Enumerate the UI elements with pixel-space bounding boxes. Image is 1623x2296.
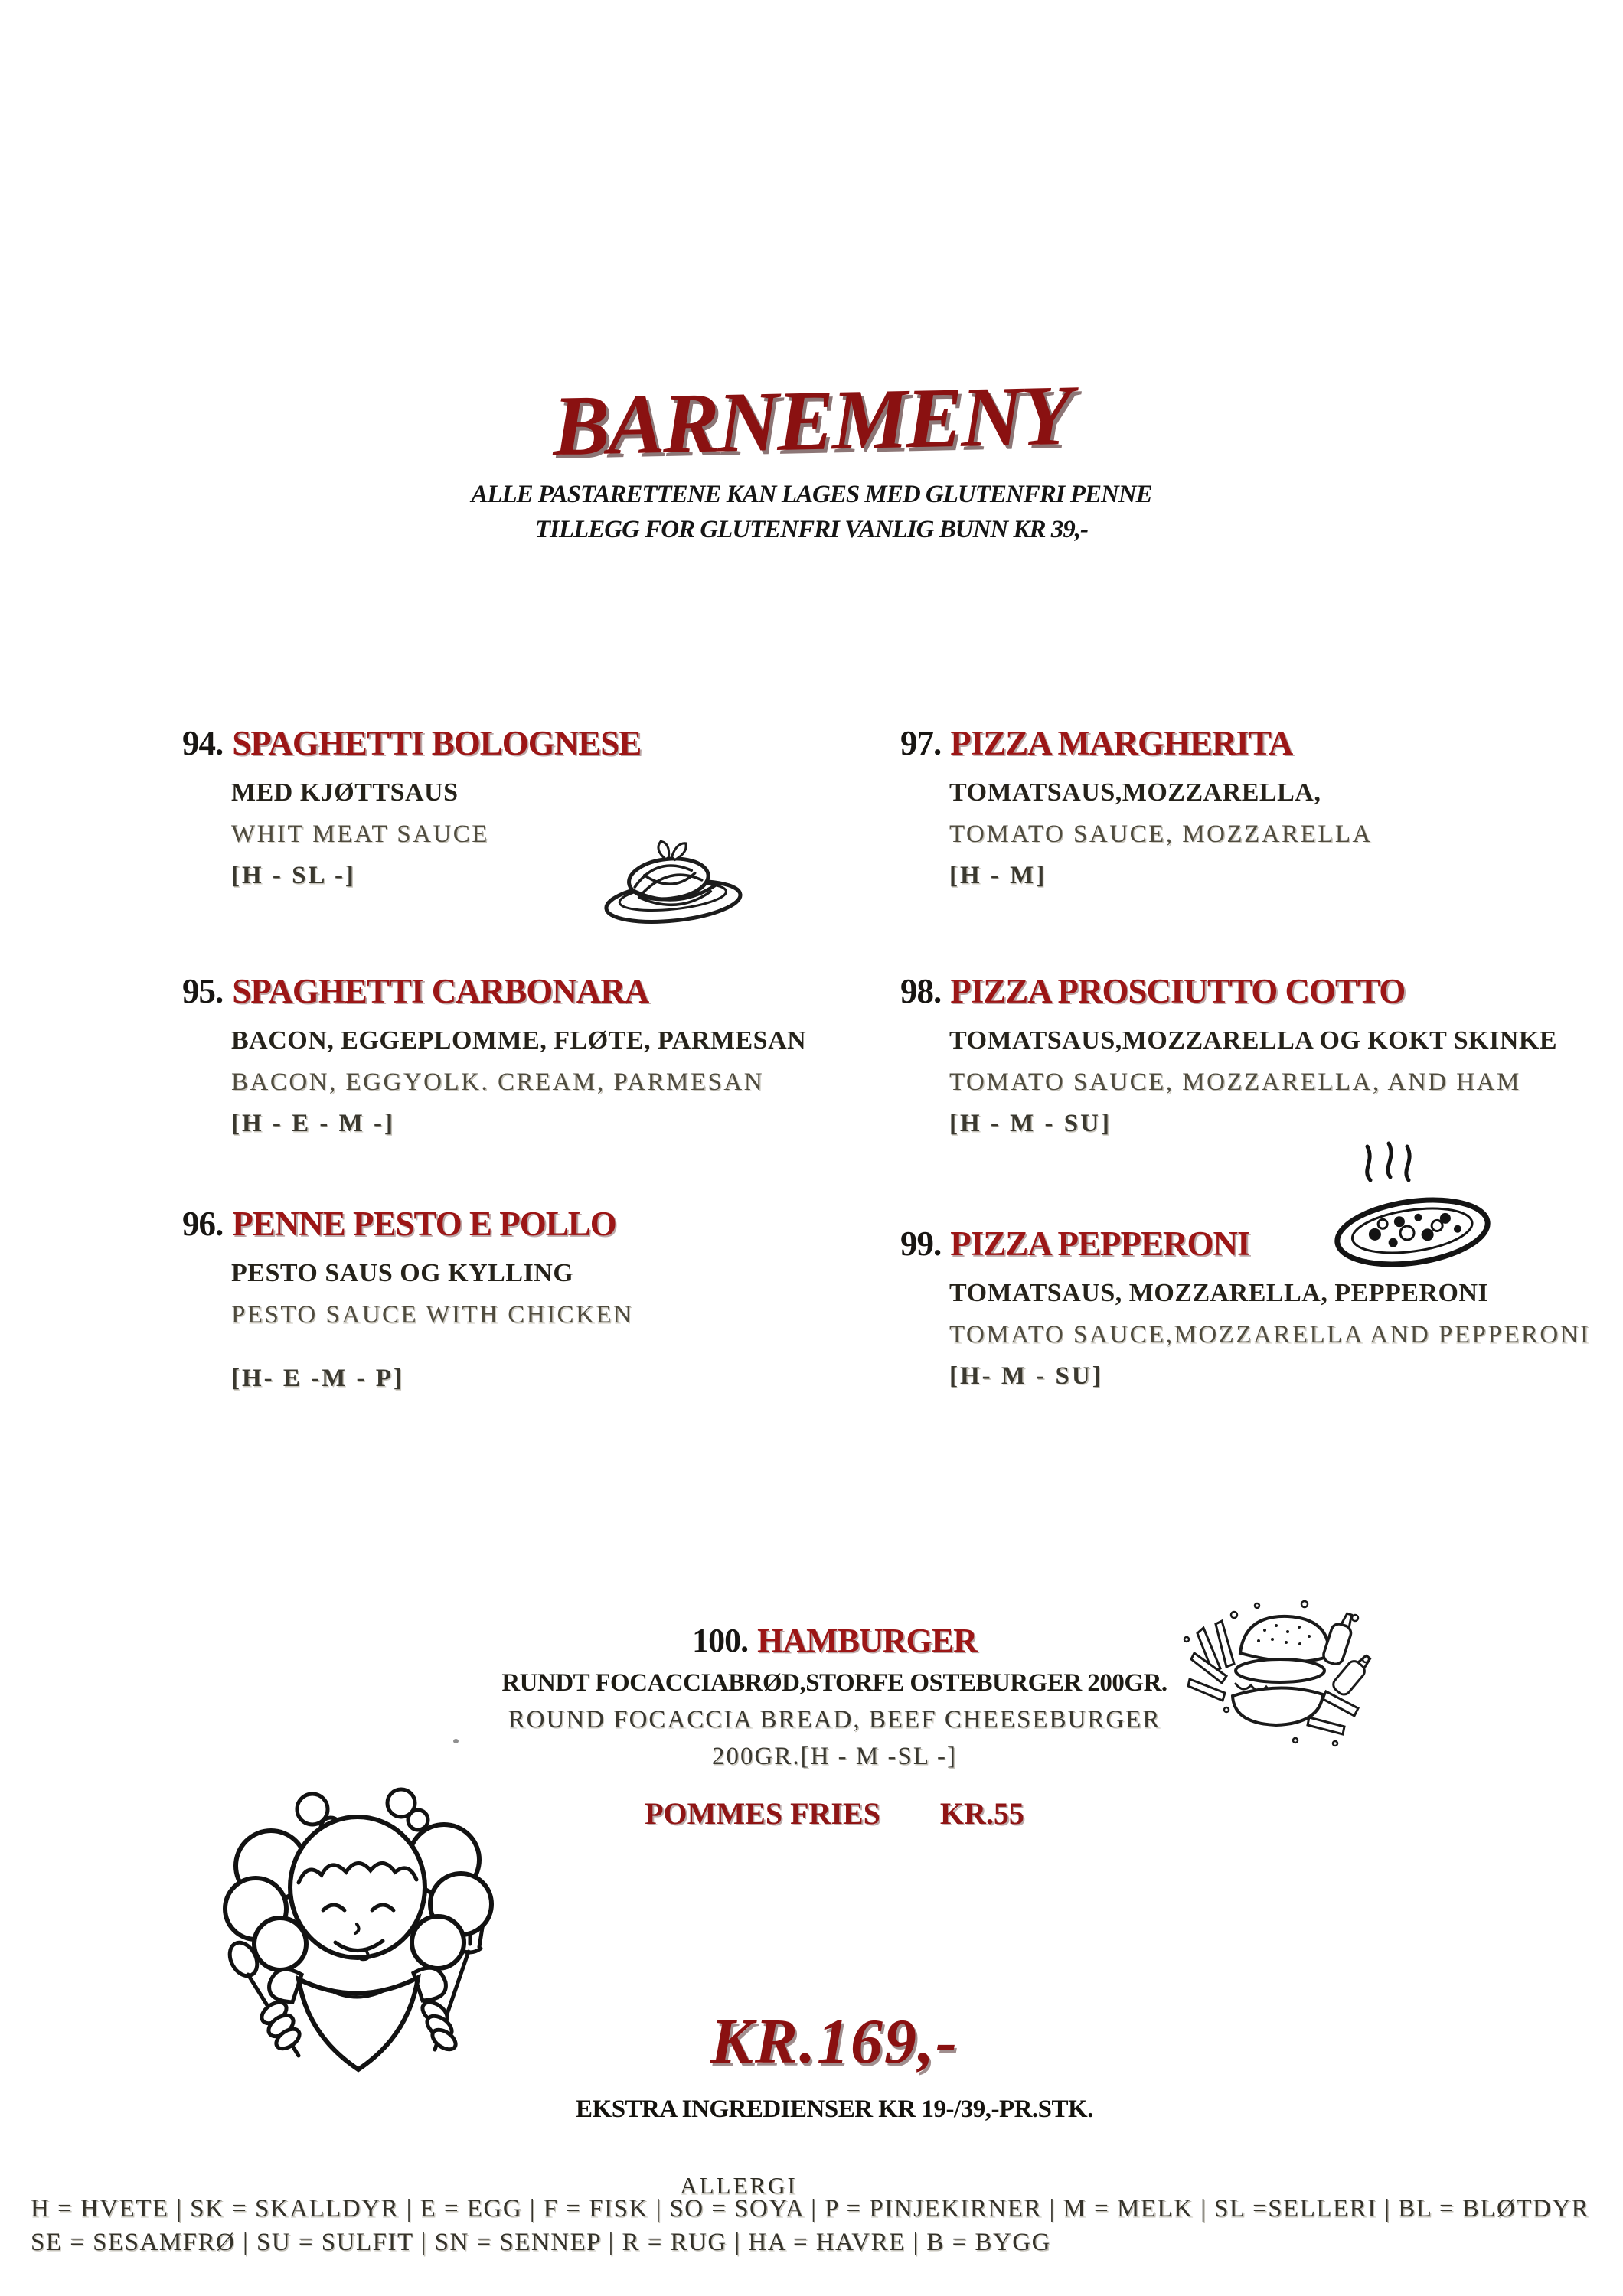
allergy-legend-line-1: H = HVETE | SK = SKALLDYR | E = EGG | F = FISK | SO = SOYA | P = PINJEKIRNER | M = MELK | SL =SELLERI | BL = BLØTDYR bbox=[31, 2195, 1590, 2223]
item-name: PIZZA PEPPERONI bbox=[950, 1225, 1250, 1263]
fries-label: POMMES FRIES bbox=[645, 1796, 880, 1831]
spaghetti-plate-illustration bbox=[596, 837, 749, 929]
subtitle-line-2: TILLEGG FOR GLUTENFRI VANLIG BUNN KR 39,- bbox=[534, 516, 1089, 543]
ink-speck bbox=[453, 1739, 459, 1743]
item-name: PENNE PESTO E POLLO bbox=[232, 1205, 616, 1243]
item-allergen-codes: [H- E -M - P] bbox=[231, 1365, 404, 1393]
item-heading bbox=[900, 974, 1620, 1009]
menu-item-96 bbox=[182, 1206, 902, 1393]
item-heading bbox=[182, 1206, 902, 1242]
item-number: 95. bbox=[182, 972, 224, 1010]
item-description-norwegian: MED KJØTTSAUS bbox=[231, 778, 459, 807]
item-description-english: TOMATO SAUCE,MOZZARELLA AND PEPPERONI bbox=[949, 1321, 1591, 1349]
menu-item-94 bbox=[182, 726, 902, 890]
fries-price-line bbox=[429, 1795, 1240, 1831]
subtitle-line-1: ALLE PASTARETTENE KAN LAGES MED GLUTENFRI PENNE bbox=[471, 481, 1152, 508]
item-number: 100. bbox=[692, 1622, 749, 1659]
fries-price: KR.55 bbox=[939, 1796, 1024, 1831]
item-heading bbox=[900, 1226, 1620, 1262]
item-heading bbox=[900, 726, 1620, 762]
menu-item-100 bbox=[429, 1621, 1240, 1771]
item-number: 98. bbox=[900, 972, 942, 1010]
item-heading bbox=[182, 726, 902, 762]
item-description-norwegian: PESTO SAUS OG KYLLING bbox=[231, 1259, 574, 1288]
item-name: PIZZA PROSCIUTTO COTTO bbox=[950, 972, 1406, 1010]
steaming-pizza-illustration bbox=[1331, 1134, 1495, 1268]
menu-item-95 bbox=[182, 974, 902, 1138]
item-description-english: BACON, EGGYOLK. CREAM, PARMESAN bbox=[231, 1068, 765, 1097]
page-title: BARNEMENY bbox=[551, 367, 1072, 475]
item-allergen-codes: [H - SL -] bbox=[231, 862, 356, 890]
item-name: SPAGHETTI BOLOGNESE bbox=[232, 724, 642, 762]
item-allergen-codes: [H- M - SU] bbox=[949, 1362, 1103, 1391]
item-description-english: TOMATO SAUCE, MOZZARELLA, AND HAM bbox=[949, 1068, 1521, 1097]
item-heading bbox=[429, 1621, 1240, 1660]
allergy-legend-line-2: SE = SESAMFRØ | SU = SULFIT | SN = SENNEP | R = RUG | HA = HAVRE | B = BYGG bbox=[31, 2229, 1051, 2256]
item-heading bbox=[182, 974, 902, 1009]
item-number: 94. bbox=[182, 724, 224, 762]
item-name: PIZZA MARGHERITA bbox=[950, 724, 1293, 762]
item-description-norwegian: TOMATSAUS, MOZZARELLA, PEPPERONI bbox=[949, 1279, 1489, 1308]
allergy-title: ALLERGI bbox=[680, 2172, 798, 2199]
menu-item-99 bbox=[900, 1226, 1620, 1391]
item-allergen-codes: [H - M] bbox=[949, 862, 1047, 890]
item-name: SPAGHETTI CARBONARA bbox=[232, 972, 649, 1010]
item-description-english: PESTO SAUCE WITH CHICKEN bbox=[231, 1301, 634, 1329]
burger-and-fries-illustration bbox=[1181, 1593, 1372, 1750]
item-allergen-codes: [H - M - SU] bbox=[949, 1110, 1112, 1138]
menu-price: KR.169,- bbox=[710, 2006, 959, 2077]
menu-item-97 bbox=[900, 726, 1620, 890]
item-description-norwegian: BACON, EGGEPLOMME, FLØTE, PARMESAN bbox=[231, 1026, 807, 1055]
item-description-norwegian: TOMATSAUS,MOZZARELLA, bbox=[949, 778, 1321, 807]
item-number: 97. bbox=[900, 724, 942, 762]
item-description-english: TOMATO SAUCE, MOZZARELLA bbox=[949, 820, 1373, 849]
extra-ingredients-note: EKSTRA INGREDIENSER KR 19-/39,-PR.STK. bbox=[576, 2095, 1093, 2123]
menu-item-98 bbox=[900, 974, 1620, 1138]
item-number: 96. bbox=[182, 1205, 224, 1243]
item-name: HAMBURGER bbox=[757, 1622, 977, 1659]
item-description-norwegian: RUNDT FOCACCIABRØD,STORFE OSTEBURGER 200GR. bbox=[501, 1669, 1167, 1697]
item-number: 99. bbox=[900, 1225, 942, 1263]
item-description-norwegian: TOMATSAUS,MOZZARELLA OG KOKT SKINKE bbox=[949, 1026, 1558, 1055]
item-allergen-codes: 200GR.[H - M -SL -] bbox=[712, 1743, 957, 1770]
item-description-english: WHIT MEAT SAUCE bbox=[231, 820, 489, 849]
item-description-english: ROUND FOCACCIA BREAD, BEEF CHEESEBURGER bbox=[508, 1706, 1161, 1733]
item-allergen-codes: [H - E - M -] bbox=[231, 1110, 396, 1138]
